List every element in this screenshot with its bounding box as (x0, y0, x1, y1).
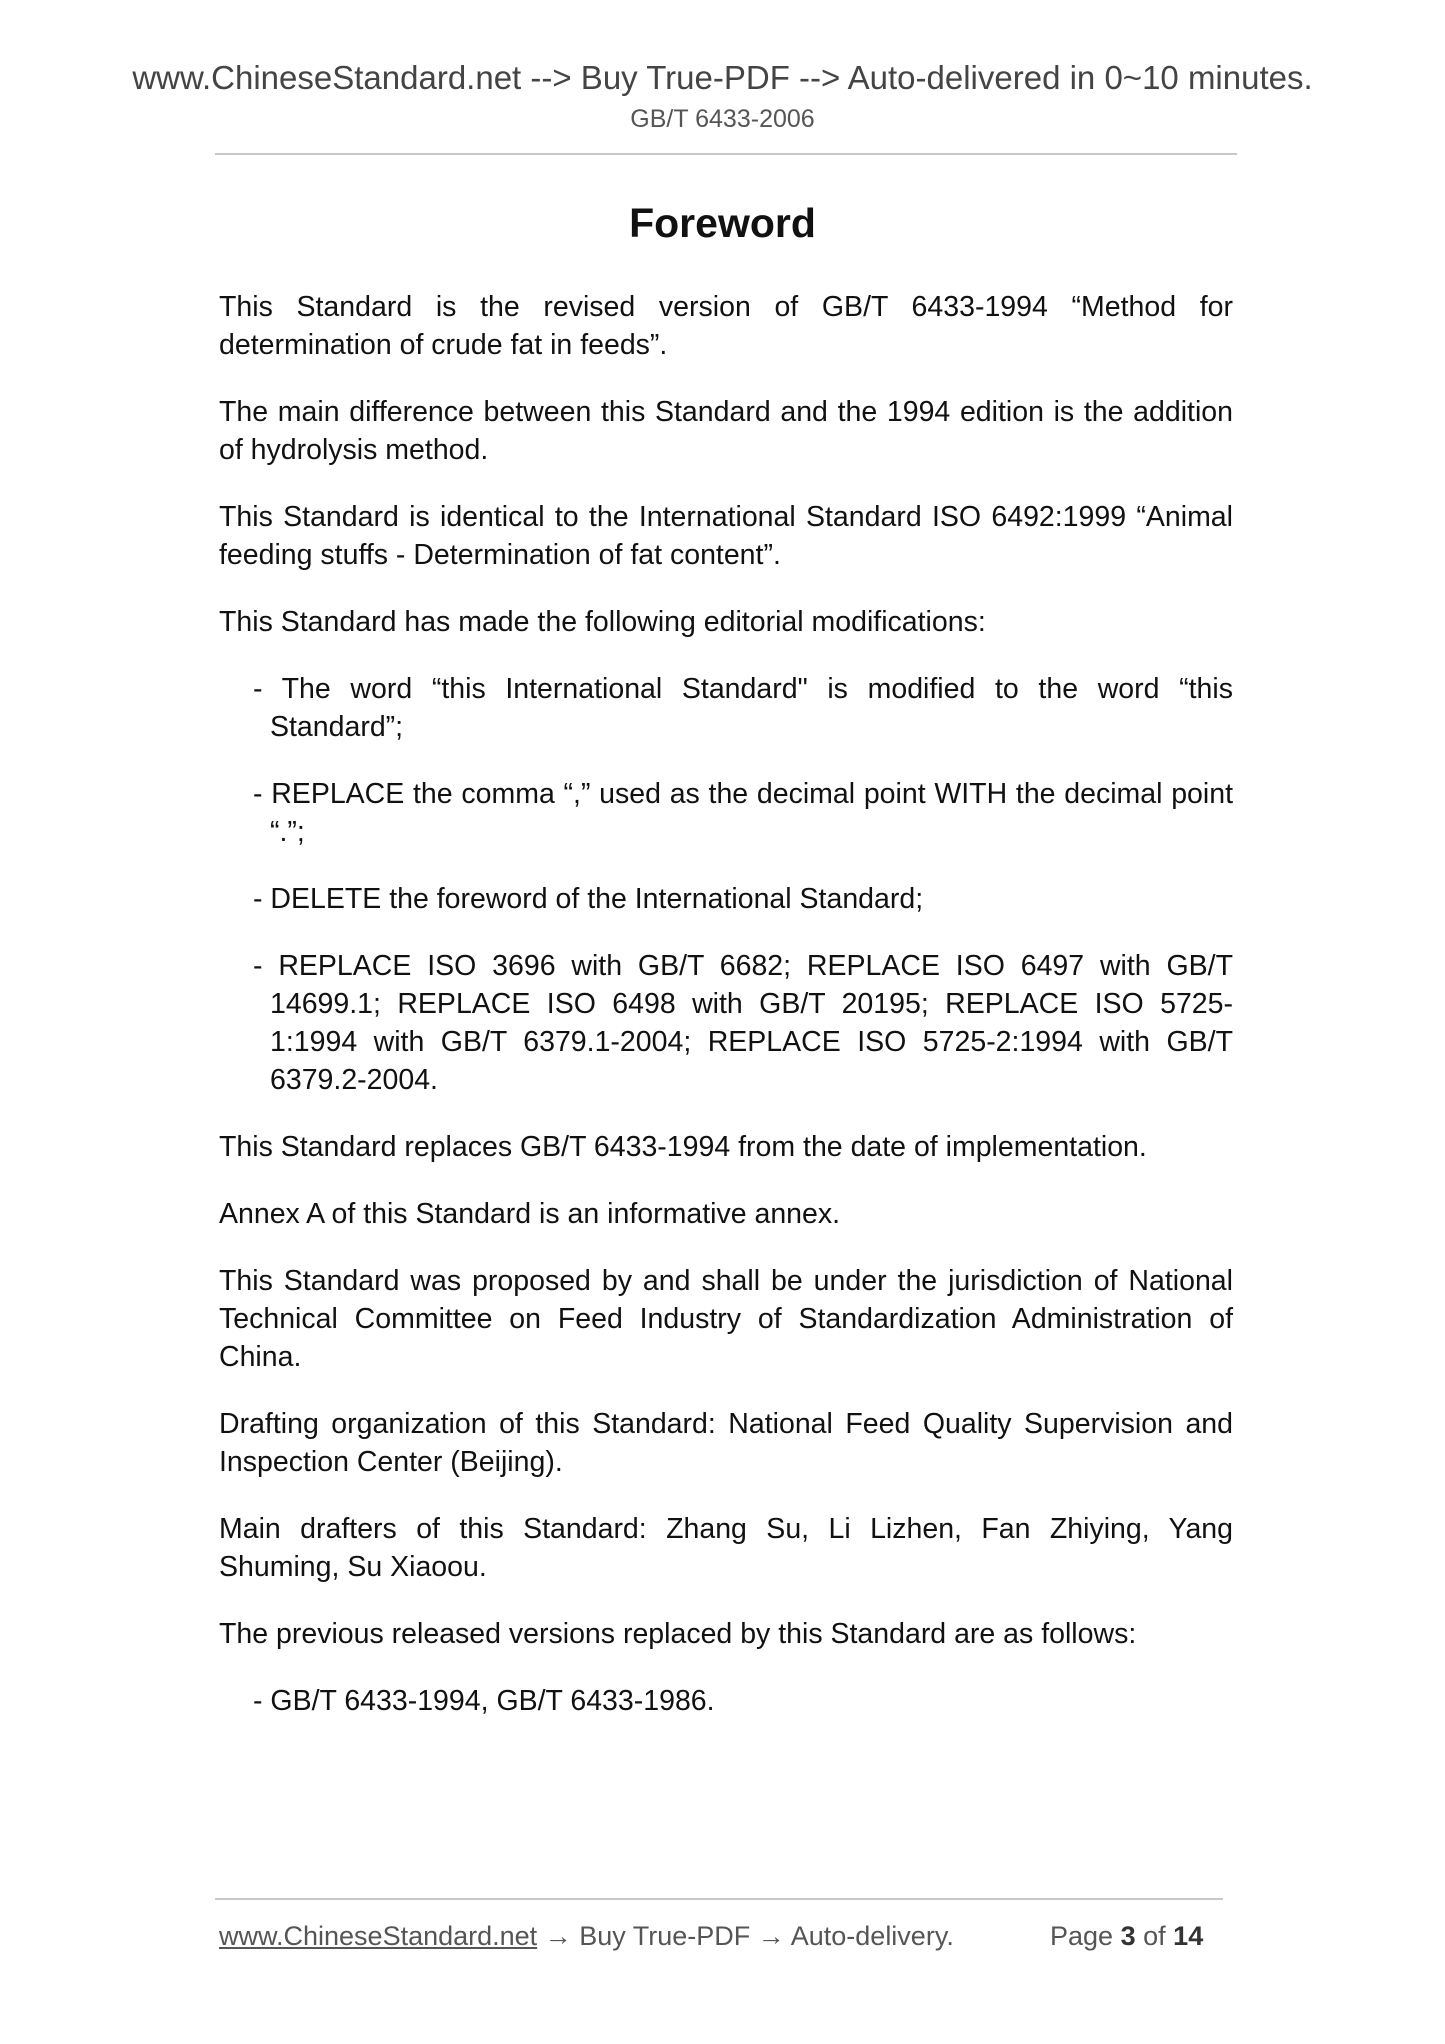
page-indicator (1050, 1919, 1203, 1953)
paragraph: Annex A of this Standard is an informative annex. (219, 1198, 841, 1230)
document-body (219, 288, 1233, 1749)
paragraph: This Standard replaces GB/T 6433-1994 from the date of implementation. (219, 1131, 1147, 1163)
page-word: Page (1050, 1921, 1114, 1951)
footer-tagline: → Buy True-PDF → Auto-delivery. (537, 1921, 954, 1951)
paragraph: The previous released versions replaced by this Standard are as follows: (219, 1618, 1137, 1650)
list-item: - The word “this International Standard" is modified to the word “this Standard”; (253, 673, 1233, 743)
header-doc-id: GB/T 6433-2006 (630, 105, 815, 133)
paragraph: The main difference between this Standard and the 1994 edition is the addition of hydrolysis method. (219, 396, 1233, 466)
paragraph: This Standard is identical to the International Standard ISO 6492:1999 “Animal feeding stuffs - Determination of fat content”. (219, 501, 1233, 571)
paragraph: Drafting organization of this Standard: National Feed Quality Supervision and Inspection Center (Beijing). (219, 1408, 1233, 1478)
page-title: Foreword (629, 200, 816, 246)
of-word: of (1143, 1921, 1166, 1951)
list-item: - DELETE the foreword of the International Standard; (253, 883, 924, 915)
list-item: - REPLACE ISO 3696 with GB/T 6682; REPLACE ISO 6497 with GB/T 14699.1; REPLACE ISO 6498 with GB/T 20195; REPLACE ISO 5725-1:1994 with GB/T 6379.1-2004; REPLACE ISO 5725-2:1994 with GB/T 6379.2-2004. (253, 950, 1233, 1096)
footer-promo (219, 1919, 954, 1953)
paragraph: This Standard was proposed by and shall be under the jurisdiction of National Technical Committee on Feed Industry of Standardization Administration of China. (219, 1265, 1233, 1373)
page-number: 3 (1120, 1921, 1136, 1951)
footer-divider (215, 1898, 1223, 1900)
list-item: - REPLACE the comma “,” used as the decimal point WITH the decimal point “.”; (253, 778, 1233, 848)
list-item: - GB/T 6433-1994, GB/T 6433-1986. (253, 1685, 715, 1717)
footer-site-link[interactable]: www.ChineseStandard.net (219, 1921, 538, 1951)
paragraph: This Standard has made the following editorial modifications: (219, 606, 986, 638)
paragraph: Main drafters of this Standard: Zhang Su, Li Lizhen, Fan Zhiying, Yang Shuming, Su Xiaoou. (219, 1513, 1233, 1583)
header-banner: www.ChineseStandard.net --> Buy True-PDF --> Auto-delivered in 0~10 minutes. (132, 59, 1313, 96)
header-divider (215, 153, 1237, 155)
page-total: 14 (1173, 1921, 1204, 1951)
paragraph: This Standard is the revised version of GB/T 6433-1994 “Method for determination of crude fat in feeds”. (219, 291, 1233, 361)
